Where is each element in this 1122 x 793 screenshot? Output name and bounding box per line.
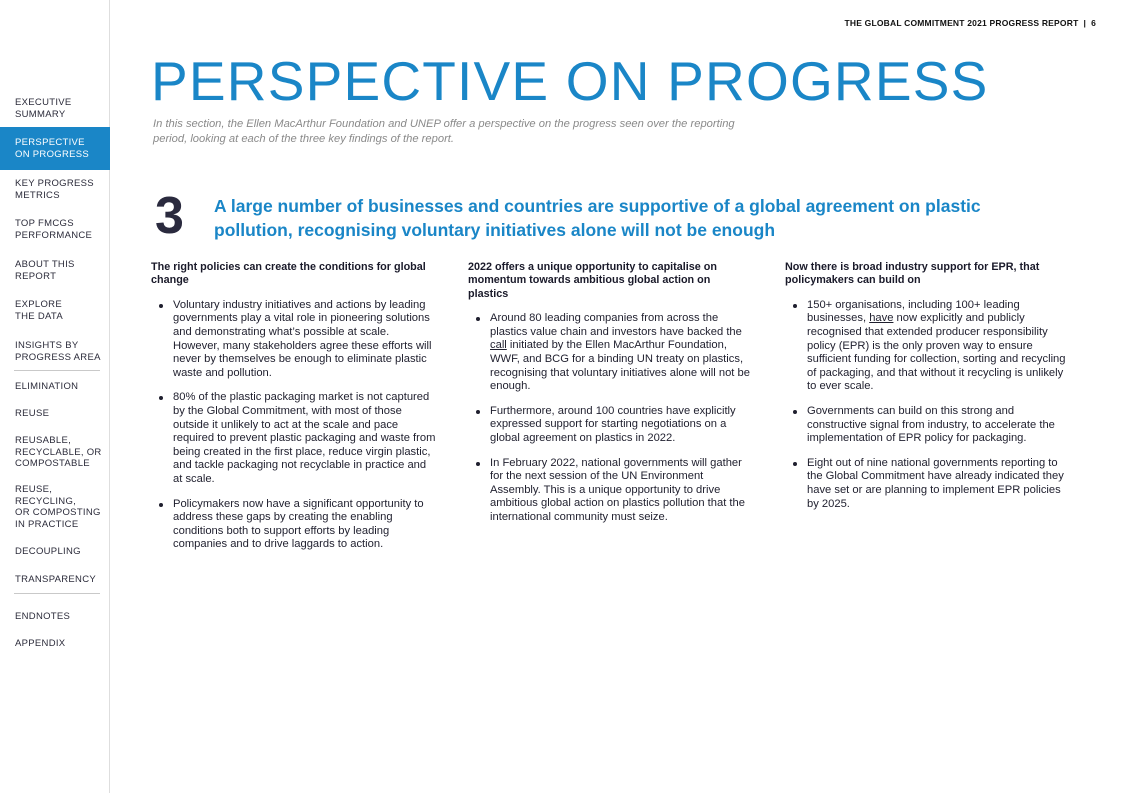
sidebar-item-reusable-recyclable-compostable[interactable]: REUSABLE, RECYCLABLE, OR COMPOSTABLE bbox=[15, 435, 102, 469]
bullet-text: now explicitly and publicly recognised that extended producer responsibility policy (EPR) is the only proven way to ensure sufficient funding for collection, sorting and recycling of packaging, and that without it recycling is unlikely to ever scale. bbox=[807, 312, 1066, 393]
bullet-item: Eight out of nine national governments reporting to the Global Commitment have already indicated they have set or are planning to implement EPR policies by 2025. bbox=[785, 457, 1075, 511]
finding-heading: A large number of businesses and countries are supportive of a global agreement on plastic pollution, recognising voluntary initiatives alone will not be enough bbox=[214, 196, 981, 240]
column-heading: The right policies can create the conditions for global change bbox=[151, 261, 426, 287]
sidebar-item-top-fmcgs-performance[interactable]: TOP FMCGS PERFORMANCE bbox=[15, 218, 93, 241]
bullet-text: Around 80 leading companies from across the plastics value chain and investors have backed the bbox=[490, 312, 742, 338]
sidebar-item-transparency[interactable]: TRANSPARENCY bbox=[15, 574, 97, 585]
sidebar-item-elimination[interactable]: ELIMINATION bbox=[15, 381, 79, 392]
sidebar-item-explore-the-data[interactable]: EXPLORE THE DATA bbox=[15, 299, 63, 322]
bullet-text: 150+ organisations, including 100+ leading businesses, bbox=[807, 298, 1020, 325]
page-number: 6 bbox=[1091, 18, 1096, 28]
finding-number: 3 bbox=[155, 187, 184, 245]
bullet-item: Governments can build on this strong and constructive signal from industry, to accelerate the implementation of EPR policy for packaging. bbox=[785, 405, 1075, 446]
page-title: PERSPECTIVE ON PROGRESS bbox=[151, 50, 989, 112]
intro-text: In this section, the Ellen MacArthur Foundation and UNEP offer a perspective on the progress seen over the reporting period, looking at each of the three key findings of the report. bbox=[153, 118, 735, 145]
call-link[interactable]: call bbox=[490, 339, 507, 352]
sidebar-item-decoupling[interactable]: DECOUPLING bbox=[15, 546, 81, 557]
bullet-item bbox=[785, 299, 1075, 394]
column-2022-opportunity bbox=[468, 261, 753, 536]
sidebar-divider bbox=[14, 593, 100, 594]
bullet-item bbox=[468, 312, 753, 394]
column-heading: Now there is broad industry support for EPR, that policymakers can build on bbox=[785, 261, 1040, 287]
sidebar-item-endnotes[interactable]: ENDNOTES bbox=[15, 611, 71, 622]
sidebar-nav bbox=[0, 0, 110, 793]
sidebar-item-perspective-on-progress[interactable]: PERSPECTIVE ON PROGRESS bbox=[0, 127, 110, 170]
bullet-item: Policymakers now have a significant opportunity to address these gaps by creating the enabling conditions both to support efforts by leading companies and to drive laggards to action. bbox=[151, 498, 436, 552]
bullet-text: initiated by the Ellen MacArthur Foundation, WWF, and BCG for a binding UN treaty on plastics, recognising that voluntary initiatives alone will not be enough. bbox=[490, 339, 750, 393]
bullet-item: Furthermore, around 100 countries have explicitly expressed support for starting negotiations on a global agreement on plastics in 2022. bbox=[468, 405, 753, 446]
have-link[interactable]: have bbox=[869, 312, 894, 325]
sidebar-item-reuse-recycling-composting[interactable]: REUSE, RECYCLING, OR COMPOSTING IN PRACTICE bbox=[15, 484, 101, 530]
bullet-list bbox=[785, 299, 1075, 511]
column-policies bbox=[151, 261, 436, 563]
bullet-list bbox=[151, 299, 436, 552]
report-header bbox=[844, 18, 1096, 28]
column-heading: 2022 offers a unique opportunity to capitalise on momentum towards ambitious global action on plastics bbox=[468, 261, 717, 300]
sidebar-item-executive-summary[interactable]: EXECUTIVE SUMMARY bbox=[15, 97, 72, 120]
sidebar-item-reuse[interactable]: REUSE bbox=[15, 408, 50, 419]
bullet-item: In February 2022, national governments will gather for the next session of the UN Environment Assembly. This is a unique opportunity to drive ambitious global action on plastics pollution that the international community must seize. bbox=[468, 457, 753, 525]
sidebar-item-about-this-report[interactable]: ABOUT THIS REPORT bbox=[15, 259, 75, 282]
sidebar-divider bbox=[14, 370, 100, 371]
bullet-item: Voluntary industry initiatives and actions by leading governments play a vital role in pioneering solutions and demonstrating what’s possible at scale. However, many stakeholders agree these efforts will never by themselves be enough to eliminate plastic waste and pollution. bbox=[151, 299, 436, 381]
sidebar-item-key-progress-metrics[interactable]: KEY PROGRESS METRICS bbox=[15, 178, 94, 201]
header-separator: | bbox=[1083, 18, 1087, 28]
column-epr-support bbox=[785, 261, 1075, 522]
sidebar-item-insights-by-progress-area[interactable]: INSIGHTS BY PROGRESS AREA bbox=[15, 340, 101, 363]
bullet-list bbox=[468, 312, 753, 524]
report-title: THE GLOBAL COMMITMENT 2021 PROGRESS REPORT bbox=[844, 18, 1079, 28]
bullet-item: 80% of the plastic packaging market is not captured by the Global Commitment, with most of those outside it unlikely to act at the scale and pace required to prevent plastic packaging and waste from being created in the first place, reduce virgin plastic, and tackle packaging not recyclable in practice and at scale. bbox=[151, 391, 436, 486]
sidebar-item-appendix[interactable]: APPENDIX bbox=[15, 638, 66, 649]
